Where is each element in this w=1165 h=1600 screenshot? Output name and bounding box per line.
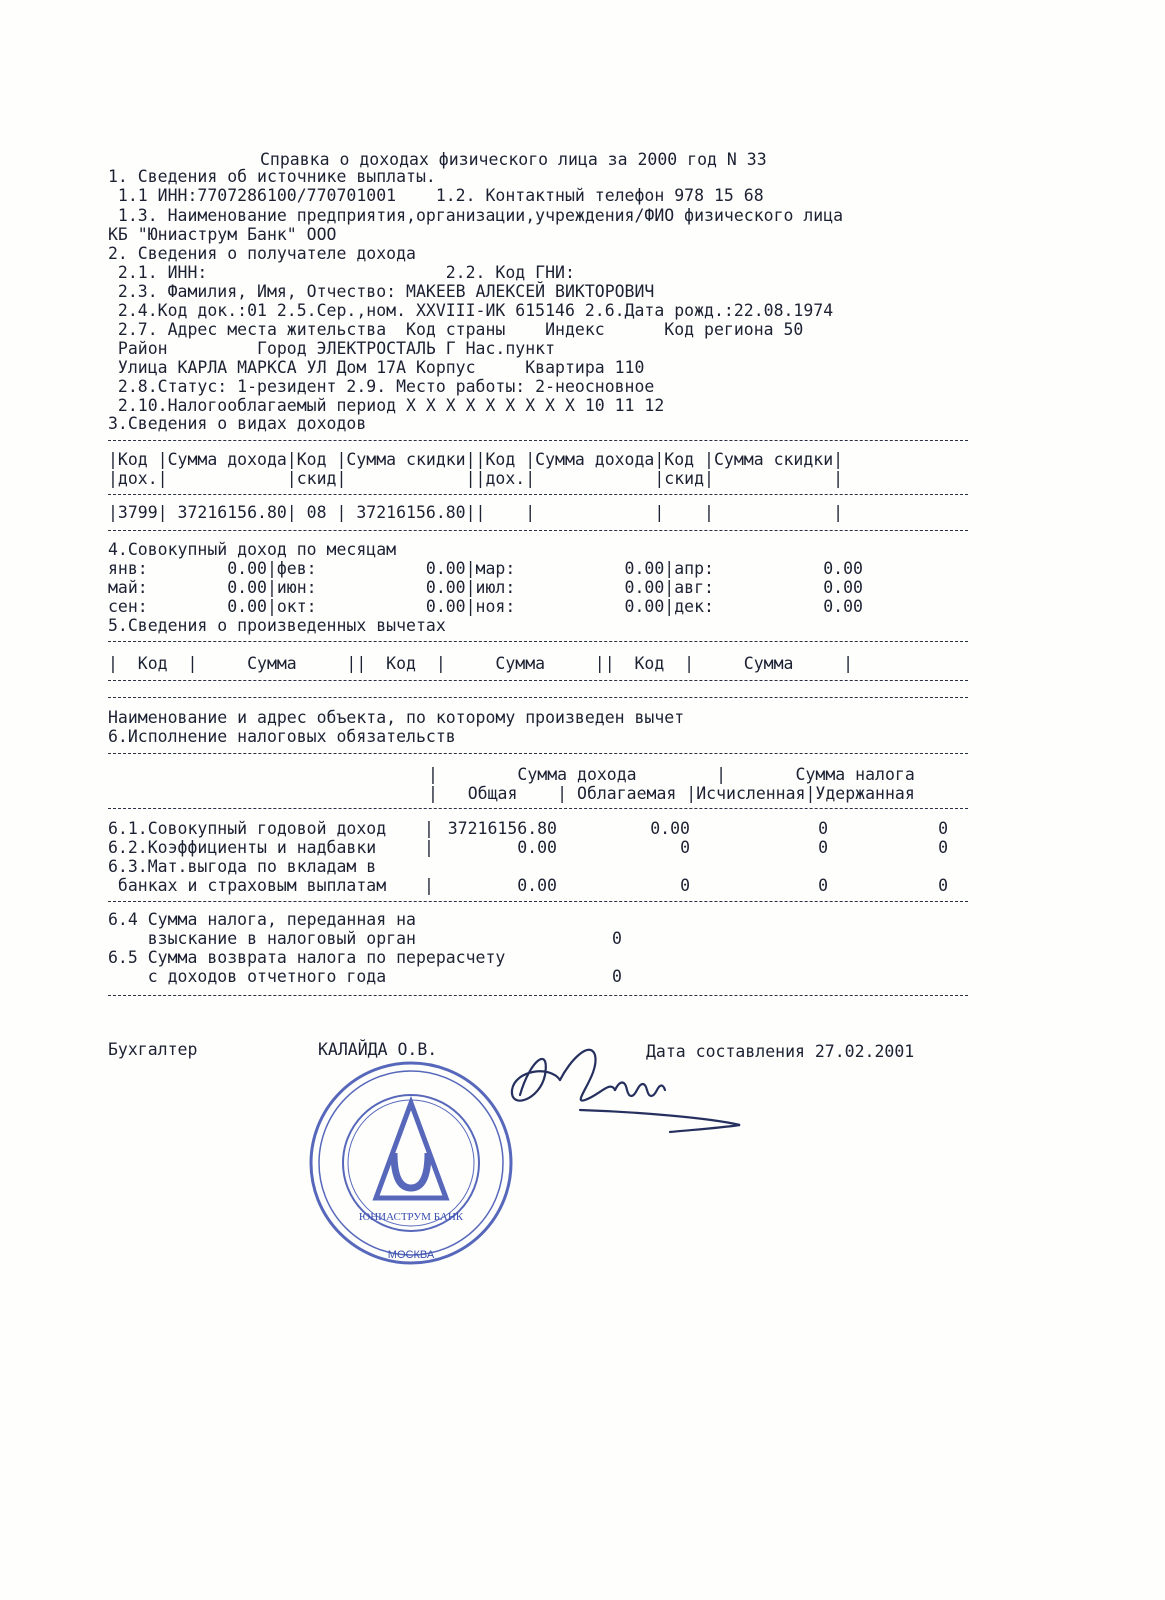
tax-header-2: | Общая | Облагаемая |Исчисленная|Удержанная (428, 784, 915, 803)
section-2-7-district: Район Город ЭЛЕКТРОСТАЛЬ Г Нас.пункт (108, 339, 556, 358)
divider (108, 808, 968, 809)
divider (108, 440, 968, 441)
tax-total: 0.00 (517, 876, 557, 895)
section-2-10: 2.10.Налогооблагаемый период X X X X X X X X X 10 11 12 (108, 396, 665, 415)
section-2-7-street: Улица КАРЛА МАРКСА УЛ Дом 17А Корпус Квартира 110 (108, 358, 645, 377)
tax-header-1: | Сумма дохода | Сумма налога (428, 765, 915, 784)
tax-calculated: 0 (818, 876, 828, 895)
divider (108, 530, 968, 531)
section-2-3: 2.3. Фамилия, Имя, Отчество: МАКЕЕВ АЛЕКСЕЙ ВИКТОРОВИЧ (108, 282, 655, 301)
section-2-1: 2.1. ИНН: 2.2. Код ГНИ: (108, 263, 575, 282)
compilation-date: Дата составления 27.02.2001 (646, 1042, 915, 1061)
tax-total: 0.00 (517, 838, 557, 857)
section-3-title: 3.Сведения о видах доходов (108, 414, 367, 433)
tax-calculated: 0 (818, 838, 828, 857)
tax-total: 37216156.80 (447, 819, 557, 838)
document-page: Справка о доходах физического лица за 2000 год N 33 1. Сведения об источнике выплаты. 1.1 ИНН:7707286100/770701001 1.2. Контактный телефон 978 15 68 1.3. Наименование предприятия,организации,учреждения/ФИО физического лица КБ "Юниаструм Банк" ООО 2. Сведения о получателе дохода 2.1. ИНН: 2.2. Код ГНИ: 2.3. Фамилия, Имя, Отчество: МАКЕЕВ АЛЕКСЕЙ ВИКТОРОВИЧ 2.4.Код док.:01 2.5.Сер.,ном. XXVIII-ИК 615146 2.6.Дата рожд.:22.08.1974 2.7. Адрес места жительства Код страны Индекс Код региона 50 Район Город ЭЛЕКТРОСТАЛЬ Г Нас.пункт Улица КАРЛА МАРКСА УЛ Дом 17А Корпус Квартира 110 2.8.Статус: 1-резидент 2.9. Место работы: 2-неосновное 2.10.Налогооблагаемый период X X X X X X X X X 10 11 12 3.Сведения о видах доходов |Код |Сумма дохода|Код |Сумма скидки||Код |Сумма дохода|Код |Сумма скидки| |дох.| |скид| ||дох.| |скид| | |3799| 37216156.80| 08 | 37216156.80|| | | | | 4.Совокупный доход по месяцам янв: 0.00|фев: 0.00|мар: 0.00|апр: 0.00 май: 0.00|июн: 0.00|июл: 0.00|авг: 0.00 сен: 0.00|окт: 0.00|ноя: 0.00|дек: 0.00 5.Сведения о произведенных вычетах | Код | Сумма || Код | Сумма || Код | Сумма | Наименование и адрес объекта, по которому произведен вычет 6.Исполнение налоговых обязательств | Сумма дохода | Сумма налога | Общая | Облагаемая |Исчисленная|Удержанная 6.1.Совокупный годовой доход | 37216156.80 0.00 0 0 6.2.Коэффициенты и надбавки | 0.00 0 0 0 6.3.Мат.выгода по вкладам в банках и страховым выплатам | 0.00 0 0 0 6.4 Сумма налога, переданная на взыскание в налоговый орган 0 6.5 Сумма возврата налога по перерасчету с доходов отчетного года 0 Бухгалтер КАЛАЙДА О.В. Дата составления 27.02.2001 ЮНИАСТРУМ БАНК МОСКВА (0, 0, 1165, 1600)
tax-row-label: 6.2.Коэффициенты и надбавки (108, 838, 387, 857)
tax-taxable: 0.00 (650, 819, 690, 838)
section-6-4: 6.4 Сумма налога, переданная на (108, 910, 416, 929)
divider (108, 680, 968, 681)
organization-name: КБ "Юниаструм Банк" ООО (108, 225, 337, 244)
section-6-5-b: с доходов отчетного года (108, 967, 387, 986)
section-2-7: 2.7. Адрес места жительства Код страны Индекс Код региона 50 (108, 320, 804, 339)
section-5-title: 5.Сведения о произведенных вычетах (108, 616, 446, 635)
section-6-4-value: 0 (612, 929, 622, 948)
section-6-5-value: 0 (612, 967, 622, 986)
tax-taxable: 0 (680, 838, 690, 857)
income-table-row: |3799| 37216156.80| 08 | 37216156.80|| | | | | (108, 503, 844, 522)
section-1-3: 1.3. Наименование предприятия,организации,учреждения/ФИО физического лица (108, 206, 844, 225)
tax-taxable: 0 (680, 876, 690, 895)
deductions-header: | Код | Сумма || Код | Сумма || Код | Сумма | (108, 654, 854, 673)
bank-stamp (306, 1058, 516, 1268)
divider (108, 995, 968, 996)
income-table-header-2: |дох.| |скид| ||дох.| |скид| | (108, 469, 844, 488)
divider (108, 641, 968, 642)
tax-withheld: 0 (938, 838, 948, 857)
section-1-1: 1.1 ИНН:7707286100/770701001 1.2. Контактный телефон 978 15 68 (108, 186, 764, 205)
deduction-object-line: Наименование и адрес объекта, по которому произведен вычет (108, 708, 685, 727)
tax-calculated: 0 (818, 819, 828, 838)
section-2-4: 2.4.Код док.:01 2.5.Сер.,ном. XXVIII-ИК 615146 2.6.Дата рожд.:22.08.1974 (108, 301, 834, 320)
monthly-row: май: 0.00|июн: 0.00|июл: 0.00|авг: 0.00 (108, 578, 863, 597)
income-table-header: |Код |Сумма дохода|Код |Сумма скидки||Код |Сумма дохода|Код |Сумма скидки| (108, 450, 844, 469)
monthly-row: янв: 0.00|фев: 0.00|мар: 0.00|апр: 0.00 (108, 559, 863, 578)
section-6-title: 6.Исполнение налоговых обязательств (108, 727, 456, 746)
tax-row-label: 6.3.Мат.выгода по вкладам в (108, 857, 377, 876)
accountant-label: Бухгалтер (108, 1040, 198, 1059)
section-4-title: 4.Совокупный доход по месяцам (108, 540, 397, 559)
section-2-title: 2. Сведения о получателе дохода (108, 244, 416, 263)
divider (108, 901, 968, 902)
section-2-8: 2.8.Статус: 1-резидент 2.9. Место работы: 2-неосновное (108, 377, 655, 396)
divider (108, 494, 968, 495)
divider (108, 697, 968, 698)
tax-withheld: 0 (938, 819, 948, 838)
tax-row-label: 6.1.Совокупный годовой доход (108, 819, 387, 838)
monthly-row: сен: 0.00|окт: 0.00|ноя: 0.00|дек: 0.00 (108, 597, 863, 616)
tax-row-label-2: банках и страховым выплатам (108, 876, 387, 895)
section-6-4-b: взыскание в налоговый орган (108, 929, 416, 948)
divider (108, 753, 968, 754)
stamp-city: МОСКВА (387, 1249, 435, 1261)
tax-withheld: 0 (938, 876, 948, 895)
accountant-name: КАЛАЙДА О.В. (318, 1040, 438, 1059)
stamp-bank-name: ЮНИАСТРУМ БАНК (358, 1211, 464, 1223)
document-title: Справка о доходах физического лица за 2000 год N 33 (260, 150, 767, 169)
signature (490, 1040, 760, 1135)
section-6-5: 6.5 Сумма возврата налога по перерасчету (108, 948, 506, 967)
section-1-title: 1. Сведения об источнике выплаты. (108, 167, 436, 186)
